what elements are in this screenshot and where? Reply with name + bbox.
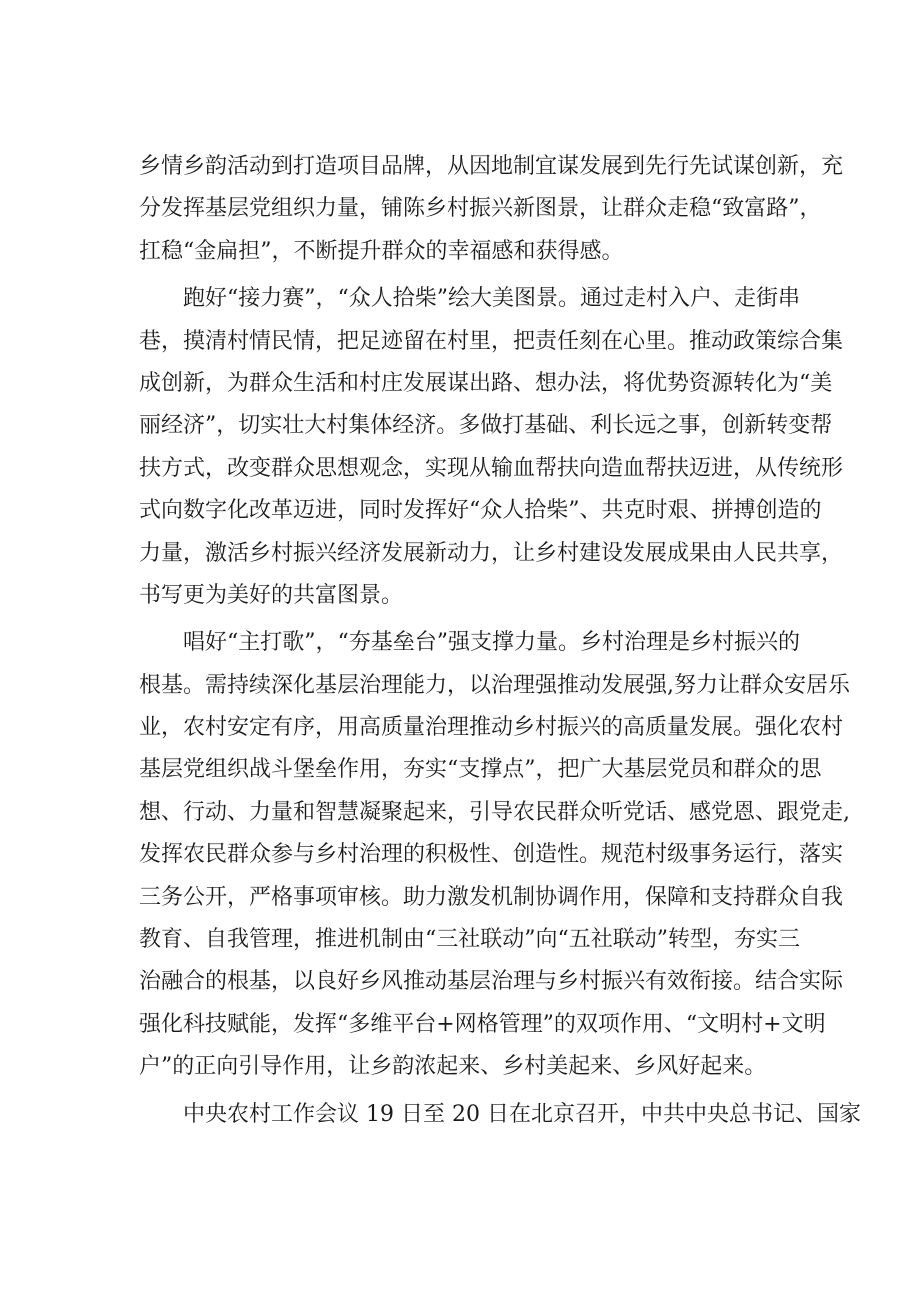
paragraph-line: 教育、自我管理，推进机制由“三社联动”向“五社联动”转型，夯实三 (139, 927, 800, 953)
paragraph-line: 治融合的根基，以良好乡风推动基层治理与乡村振兴有效衔接。结合实际 (139, 969, 844, 995)
paragraph-line: 根基。需持续深化基层治理能力，以治理强推动发展强,努力让群众安居乐 (139, 672, 850, 698)
paragraph-line: 中央农村工作会议 19 日至 20 日在北京召开，中共中央总书记、国家 (183, 1101, 861, 1127)
paragraph-line: 基层党组织战斗堡垒作用，夯实“支撑点”，把广大基层党员和群众的思 (139, 757, 822, 783)
paragraph-line: 跑好“接力赛”，“众人拾柴”绘大美图景。通过走村入户、走街串 (183, 286, 800, 312)
paragraph-line: 乡情乡韵活动到打造项目品牌，从因地制宜谋发展到先行先试谋创新，充 (139, 154, 844, 179)
paragraph-line: 丽经济”，切实壮大村集体经济。多做打基础、利长远之事，创新转变帮 (139, 413, 833, 439)
paragraph-line: 发挥农民群众参与乡村治理的积极性、创造性。规范村级事务运行，落实 (139, 842, 844, 868)
paragraph-line: 想、行动、力量和智慧凝聚起来，引导农民群众听党话、感党恩、跟党走, (139, 799, 850, 825)
paragraph-line: 书写更为美好的共富图景。 (139, 582, 404, 608)
paragraph-line: 户”的正向引导作用，让乡韵浓起来、乡村美起来、乡风好起来。 (139, 1054, 767, 1080)
document-body (139, 146, 861, 1136)
paragraph-line: 唱好“主打歌”，“夯基垒台”强支撑力量。乡村治理是乡村振兴的 (183, 630, 800, 656)
paragraph-line: 巷，摸清村情民情，把足迹留在村里，把责任刻在心里。推动政策综合集 (139, 328, 844, 354)
paragraph-line: 力量，激活乡村振兴经济发展新动力，让乡村建设发展成果由人民共享， (139, 540, 844, 566)
paragraph-line: 扛稳“金扁担”，不断提升群众的幸福感和获得感。 (139, 238, 624, 264)
paragraph-line: 分发挥基层党组织力量，铺陈乡村振兴新图景，让群众走稳“致富路”， (139, 196, 822, 222)
paragraph-line: 业，农村安定有序，用高质量治理推动乡村振兴的高质量发展。强化农村 (139, 715, 844, 741)
paragraph-line: 成创新，为群众生活和村庄发展谋出路、想办法，将优势资源转化为“美 (139, 370, 833, 396)
paragraph-line: 三务公开，严格事项审核。助力激发机制协调作用，保障和支持群众自我 (139, 884, 844, 910)
paragraph-line: 式向数字化改革迈进，同时发挥好“众人拾柴”、共克时艰、拼搏创造的 (139, 498, 822, 524)
paragraph-line: 扶方式，改变群众思想观念，实现从输血帮扶向造血帮扶迈进，从传统形 (139, 455, 844, 481)
paragraph-line: 强化科技赋能，发挥“多维平台+网格管理”的双项作用、“文明村+文明 (139, 1011, 826, 1037)
